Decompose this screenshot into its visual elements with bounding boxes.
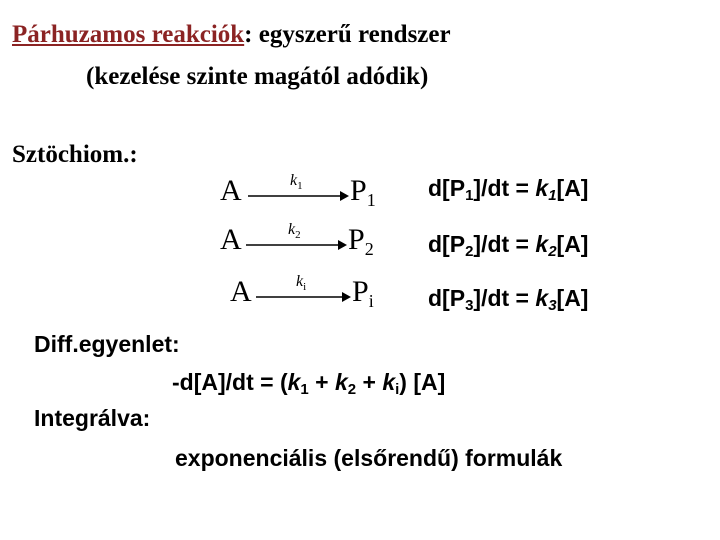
reaction-2 — [220, 221, 390, 261]
rate-constant-label: $k_2$ — [288, 221, 301, 242]
diff-equation: $-d[A]/dt = (k_1 + k_2 + k_i)$ [A] — [172, 369, 446, 398]
slide-subtitle: (kezelése szinte magától adódik) — [86, 63, 429, 90]
stoichiometry-label: Sztöchiom.: — [12, 141, 138, 168]
rate-equation-3: $d[P_3]/dt = k_3[A]$ — [428, 285, 589, 314]
reactant: A — [230, 275, 252, 308]
integral-label: Integrálva: — [34, 405, 151, 431]
product: $P_1$ — [350, 174, 376, 210]
rate-constant-label: $k_i$ — [296, 273, 307, 294]
integral-result: exponenciális (elsőrendű) formulák — [175, 445, 563, 471]
reaction-1 — [220, 172, 390, 212]
rate-constant-label: $k_1$ — [290, 172, 303, 193]
reaction-arrow — [248, 190, 350, 202]
title-link[interactable]: Párhuzamos reakciók — [12, 21, 245, 48]
rate-equation-2: $d[P_2]/dt = k_2[A]$ — [428, 231, 589, 260]
reaction-arrow — [246, 239, 348, 251]
diff-equation-label: Diff.egyenlet: — [34, 331, 180, 357]
product: $P_2$ — [348, 223, 374, 259]
reaction-3 — [230, 273, 400, 313]
title-rest: : egyszerű rendszer — [244, 21, 451, 48]
reaction-arrow — [256, 291, 352, 303]
reactant: A — [220, 223, 242, 256]
rate-equation-1: $d[P_1]/dt = k_1[A]$ — [428, 175, 589, 204]
slide-title — [12, 20, 451, 50]
product: $P_i$ — [352, 275, 374, 311]
reactant: A — [220, 174, 242, 207]
